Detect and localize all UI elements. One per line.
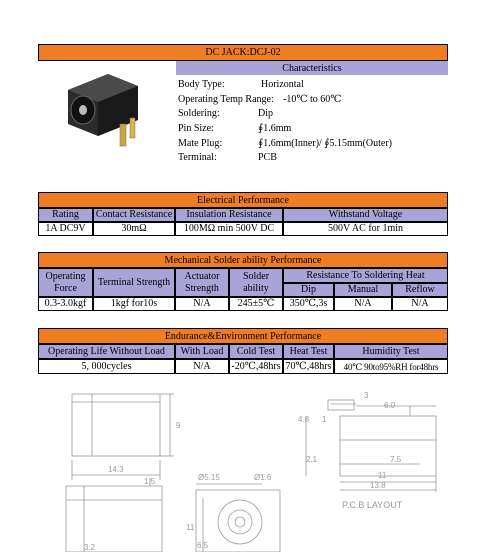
dim-label: 3	[364, 391, 369, 400]
dim-label: Ø5.15	[198, 473, 220, 482]
char-value: Dip	[258, 108, 273, 119]
table-cell: 350℃,3s	[283, 297, 334, 311]
table-cell: 70℃,48hrs	[283, 359, 334, 374]
char-value: PCB	[258, 152, 277, 163]
table-header: Resistance To Soldering Heat	[283, 268, 448, 283]
table-cell: 30mΩ	[93, 222, 175, 236]
dim-label: 4.8	[298, 415, 310, 424]
table-header: Humidity Test	[334, 344, 448, 359]
table-header: Actuator Strength	[175, 268, 229, 297]
table-header: Heat Test	[283, 344, 334, 359]
table-header: Insulation Resistance	[175, 208, 283, 222]
electrical-section-title	[38, 192, 448, 208]
dim-label: 6.5	[197, 541, 209, 550]
table-subheader: Dip	[283, 283, 334, 297]
char-label: Operating Temp Range:	[178, 94, 274, 105]
table-header: Withstand Voltage	[283, 208, 448, 222]
table-header: Cold Test	[229, 344, 283, 359]
char-label: Pin Size:	[178, 123, 214, 134]
table-header: Rating	[38, 208, 93, 222]
char-label: Soldering:	[178, 108, 220, 119]
char-value: -10℃ to 60℃	[283, 94, 342, 105]
table-subheader: Reflow	[392, 283, 448, 297]
table-cell: 245±5℃	[229, 297, 283, 311]
char-value: ∮1.6mm(Inner)/ ∮5.15mm(Outer)	[258, 138, 392, 149]
dim-label: 1.5	[144, 477, 156, 486]
dim-label: 11	[378, 471, 387, 480]
table-cell: 1A DC9V	[38, 222, 93, 236]
table-cell: 0.3-3.0kgf	[38, 297, 93, 311]
dim-label: 13.8	[370, 481, 386, 490]
table-cell: 500V AC for 1min	[283, 222, 448, 236]
table-cell: 1kgf for10s	[93, 297, 175, 311]
table-header: Solder ability	[229, 268, 283, 297]
table-header: Contact Resistance	[93, 208, 175, 222]
mechanical-section-title	[38, 252, 448, 268]
dim-label: 7.5	[390, 455, 402, 464]
dim-label: 6.0	[384, 401, 396, 410]
dim-label: 9	[176, 421, 181, 430]
table-cell: 40℃ 90to95%RH for48hrs	[334, 359, 448, 374]
dim-label: 3.2	[84, 543, 96, 552]
characteristics-header	[176, 61, 448, 75]
table-header: Operating Life Without Load	[38, 344, 175, 359]
table-cell: 100MΩ min 500V DC	[175, 222, 283, 236]
characteristics-heading: Characteristics	[282, 62, 342, 74]
product-title-bar	[38, 44, 448, 61]
table-cell: 5, 000cycles	[38, 359, 175, 374]
dim-label: Ø1.6	[254, 473, 272, 482]
table-subheader: Manual	[334, 283, 392, 297]
char-label: Mate Plug:	[178, 138, 223, 149]
table-header: Operating Force	[38, 268, 93, 297]
table-header: Terminal Strength	[93, 268, 175, 297]
dimension-drawings	[0, 380, 500, 552]
char-value: Horizontal	[261, 79, 304, 90]
char-value: ∮1.6mm	[258, 123, 292, 134]
product-title: DC JACK:DCJ-02	[205, 47, 281, 58]
endurance-section-title	[38, 328, 448, 344]
char-label: Terminal:	[178, 152, 217, 163]
table-cell: -20℃,48hrs	[229, 359, 283, 374]
pcb-layout-label: P.C.B LAYOUT	[342, 500, 403, 510]
dim-label: 14.3	[108, 465, 124, 474]
table-cell: N/A	[175, 359, 229, 374]
table-header: With Load	[175, 344, 229, 359]
dim-label: 2.1	[306, 455, 318, 464]
dim-label: 11	[186, 523, 195, 532]
mechanical-title: Mechanical Solder ability Performance	[164, 254, 322, 266]
table-cell: N/A	[175, 297, 229, 311]
electrical-title: Electrical Performance	[197, 194, 289, 206]
dim-label: 1	[322, 415, 327, 424]
endurance-title: Endurance&Environment Performance	[164, 330, 322, 342]
product-photo	[58, 64, 148, 154]
table-cell: N/A	[392, 297, 448, 311]
table-cell: N/A	[334, 297, 392, 311]
char-label: Body Type:	[178, 79, 225, 90]
